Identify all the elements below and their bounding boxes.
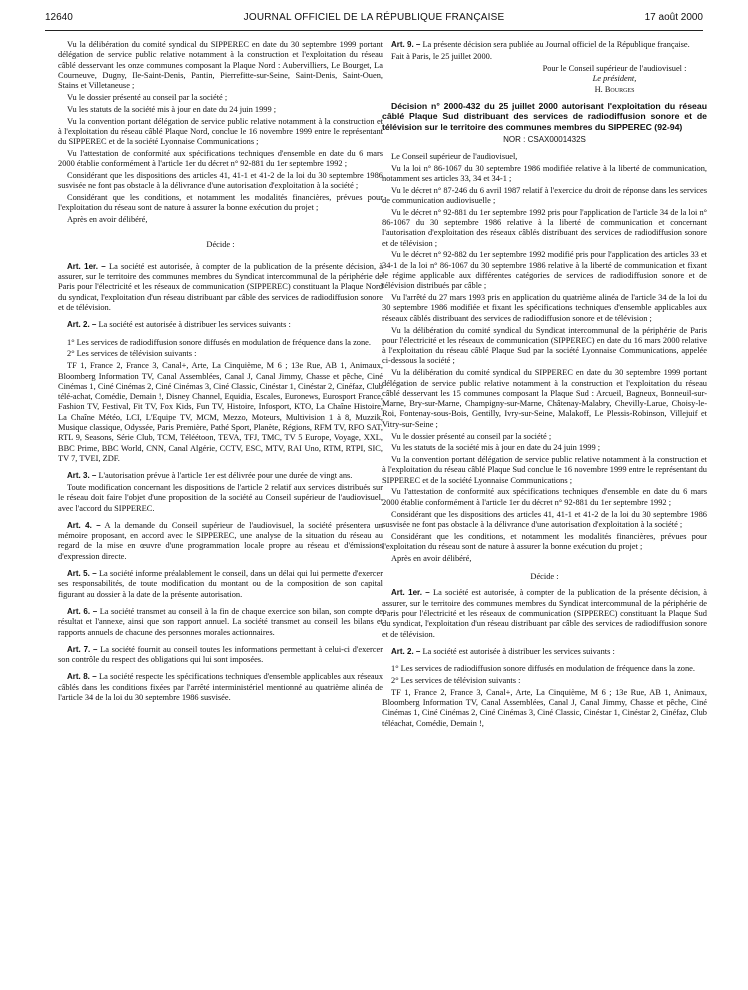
paragraph: Vu le décret n° 92-882 du 1er septembre 1992 modifié pris pour l'application des articles 33 et 34-1 de la loi n° 86-1067 du 30 septembre 1986 relative à la liberté de communication et fixant le régime applicable aux différentes catégories de services de radiodiffusion sonore et de télévision distribués par câble ; xyxy=(382,250,707,291)
article-1: Art. 1er. – La société est autorisée, à compter de la publication de la présente décision, à assurer, sur le territoire des communes membres du Syndicat intercommunal de la périphérie de Paris pour l'électricité et les réseaux de communication (SIPPEREC) constituant la Plaque Nord du syndicat, l'exploitation d'un réseau distribuant par câble des services de radiodiffusion sonore et de télévision. xyxy=(58,261,383,313)
paragraph: Vu la loi n° 86-1067 du 30 septembre 1986 modifiée relative à la liberté de communication, notamment ses articles 33, 34 et 34-1 ; xyxy=(382,163,707,183)
paragraph: Vu le dossier présenté au conseil par la société ; xyxy=(391,431,552,441)
page-number: 12640 xyxy=(45,12,73,23)
nor-reference: NOR : CSAX0001432S xyxy=(503,135,586,145)
decision-title: Décision n° 2000-432 du 25 juillet 2000 autorisant l'exploitation du réseau câblé Plaque Sud distribuant des services de radiodiffusion sonore et de télévision sur le territoire des communes membres du SIPPEREC (92-94) xyxy=(382,100,707,132)
signature-name: H. Bourges xyxy=(594,84,635,94)
paragraph: Vu les statuts de la société mis à jour en date du 24 juin 1999 ; xyxy=(391,443,601,453)
decide-heading: Décide : xyxy=(206,239,235,249)
article-label: Art. 9. – xyxy=(391,40,421,49)
article-label: Art. 4. – xyxy=(67,520,101,530)
right-column xyxy=(382,40,707,730)
signature-block xyxy=(382,64,707,95)
article-2: Art. 2. – La société est autorisée à distribuer les services suivants : xyxy=(67,320,291,330)
article-label: Art. 2. – xyxy=(67,320,97,330)
paragraph: Vu le décret n° 87-246 du 6 avril 1987 relatif à l'exercice du droit de réponse dans les services de communication audiovisuelle ; xyxy=(382,185,707,205)
paragraph: Vu la convention portant délégation de service public relative notamment à la construction et à l'exploitation du réseau câblé Plaque Nord, conclue le 16 novembre 1999 entre le représentant du SIPPEREC et de la société Lyonnaise Communications ; xyxy=(58,116,383,147)
paragraph: 2° Les services de télévision suivants : xyxy=(391,675,521,685)
article-3: Art. 3. – L'autorisation prévue à l'article 1er est délivrée pour une durée de vingt ans. xyxy=(67,471,353,481)
paragraph: Vu la délibération du comité syndical du Syndicat intercommunal de la périphérie de Paris pour l'électricité et les réseaux de communication (SIPPEREC) en date du 16 mars 2000 relative à l'exploitation du réseau câblé Plaque Sud par la société Lyonnaise Communications, appelée ci-dessous la société ; xyxy=(382,325,707,366)
paragraph: Après en avoir délibéré, xyxy=(391,553,472,563)
article-label: Art. 5. – xyxy=(67,569,97,579)
signature-line: Pour le Conseil supérieur de l'audiovisuel : xyxy=(542,64,687,74)
article-6: Art. 6. – La société transmet au conseil à la fin de chaque exercice son bilan, son compte de résultat et l'annexe, ainsi que son rapport annuel. La société transmet au conseil les bilans et rapports annuels de chacune des personnes morales actionnaires. xyxy=(58,606,384,637)
paragraph: 2° Les services de télévision suivants : xyxy=(67,349,197,359)
place-date: Fait à Paris, le 25 juillet 2000. xyxy=(391,51,492,61)
article-label: Art. 2. – xyxy=(391,646,421,656)
article-label: Art. 7. – xyxy=(67,644,98,654)
paragraph: 1° Les services de radiodiffusion sonore diffusés en modulation de fréquence dans la zone. xyxy=(67,337,371,347)
article-4: Art. 4. – A la demande du Conseil supérieur de l'audiovisuel, la société présentera un mémoire proposant, en accord avec le SIPPEREC, une analyse de la situation du réseau au regard de la mise en œuvre d'une programmation locale propre au réseau et d'émissions d'expression directe. xyxy=(58,520,383,561)
paragraph: Considérant que les dispositions des articles 41, 41-1 et 41-2 de la loi du 30 septembre 1986 susvisée ne font pas obstacle à la délivrance d'une autorisation d'exploitation à la société ; xyxy=(58,171,383,191)
paragraph: Vu la délibération du comité syndical du SIPPEREC en date du 30 septembre 1999 portant délégation de service public relative notamment à la construction et l'exploitation du réseau câblé desservant les onze communes composant la Plaque Nord : Aubervilliers, Le Bourget, La Courneuve, Dugny, Ile-Saint-Denis, Pantin, Pierrefitte-sur-Seine, Saint-Denis, Saint-Ouen, Stains et Villetaneuse ; xyxy=(58,40,383,91)
article-label: Art. 1er. – xyxy=(67,261,106,271)
article-7: Art. 7. – La société fournit au conseil toutes les informations permettant à celui-ci d'exercer son contrôle du respect des obligations qui lui sont imposées. xyxy=(58,644,384,665)
paragraph: Vu la convention portant délégation de service public relative notamment à la construction et à l'exploitation du réseau câblé Plaque Sud conclue le 16 novembre 1999 entre le représentant du SIPPEREC et de la société Lyonnaise Communications ; xyxy=(382,455,707,485)
service-list: TF 1, France 2, France 3, Canal+, Arte, La Cinquième, M 6 ; 13e Rue, AB 1, Animaux, Bloomberg Information TV, Canal Assemblées, Canal J, Canal Jimmy, Chasse et pêche, Ciné Cinémas 1, Ciné Cinémas 2, Ciné Cinémas 3, Ciné Classic, Cinéstar 1, Cinéstar 2, Cinéfaz, Club télé-achat, Comédie, Demain !, Disney Channel, Equidia, Escales, Euronews, Eurosport France, Fashion TV, Festival, Fit TV, Fox Kids, Fun TV, Histoire, Infosport, KTO, La Chaîne Histoire, La Chaîne Météo, LCI, L'Equipe TV, MCM, Mezzo, Moteurs, Multivision 1 à 8, Muzzik, Musique classique, Odyssée, Paris Première, Pathé Sport, Planète, Régions, RFM TV, RFO SAT, RTL 9, Seasons, Série Club, TCM, Téléétoon, TEVA, TFJ, TMC, TV 5 Europe, Voyage, XXL, BBC Prime, BBC World, CNN, Canal Algérie, CCTV, ESC, MTV, RAI Uno, RTM, RTPI, SIC, TV 7, TVEI, ZDF. xyxy=(58,361,383,463)
paragraph: Après en avoir délibéré, xyxy=(67,215,148,225)
issue-date: 17 août 2000 xyxy=(644,12,703,23)
paragraph: Considérant que les conditions, et notamment les modalités financières, prévues pour l'exploitation du réseau sont de nature à assurer la bonne exécution du projet ; xyxy=(382,531,707,551)
journal-title: JOURNAL OFFICIEL DE LA RÉPUBLIQUE FRANÇAISE xyxy=(243,12,505,23)
page-header xyxy=(45,8,703,28)
decide-heading: Décide : xyxy=(530,572,559,582)
article-label: Art. 3. – xyxy=(67,471,97,481)
paragraph: Vu l'attestation de conformité aux spécifications techniques d'ensemble en date du 6 mars 2000 établie conformément à l'article 1er du décret n° 92-881 du 1er septembre 1992 ; xyxy=(382,487,707,507)
paragraph: Vu les statuts de la société mis à jour en date du 24 juin 1999 ; xyxy=(67,104,277,114)
article-8: Art. 8. – La société respecte les spécifications techniques d'ensemble applicables aux réseaux câblés dans les conditions fixées par l'arrêté interministériel mentionné au quatrième alinéa de l'article 34 de la loi du 30 septembre 1986 susvisée. xyxy=(58,672,384,703)
article-5: Art. 5. – La société informe préalablement le conseil, dans un délai qui lui permette d'exercer ses responsabilités, de toute modification du montant ou de la composition de son capital figurant au dossier à la date de la présente autorisation. xyxy=(58,569,384,599)
article-1: Art. 1er. – La société est autorisée, à compter de la publication de la présente décision, à assurer, sur le territoire des communes membres du Syndicat intercommunal de la périphérie de Paris pour l'électricité et les réseaux de communication (SIPPEREC) constituant la Plaque Sud du syndicat, l'exploitation d'un réseau distribuant par câble des services de radiodiffusion sonore et de télévision. xyxy=(382,588,707,639)
paragraph: Vu l'attestation de conformité aux spécifications techniques d'ensemble en date du 6 mars 2000 établie conformément à l'article 1er du décret n° 92-881 du 1er septembre 1992 ; xyxy=(58,148,383,169)
left-column xyxy=(58,40,383,705)
article-label: Art. 8. – xyxy=(67,672,97,682)
signature-role: Le président, xyxy=(592,74,637,84)
paragraph: Vu le dossier présenté au conseil par la société ; xyxy=(67,92,228,102)
paragraph: 1° Les services de radiodiffusion sonore diffusés en modulation de fréquence dans la zone. xyxy=(391,664,695,674)
paragraph: Toute modification concernant les dispositions de l'article 2 relatif aux services distribués sur le réseau doit faire l'objet d'une proposition de la société au Conseil supérieur de l'audiovisuel, avec l'accord du SIPPEREC. xyxy=(58,482,383,513)
paragraph: Vu le décret n° 92-881 du 1er septembre 1992 pris pour l'application de l'article 34 de la loi n° 86-1067 du 30 septembre 1986 relative à la liberté de communication et concernant l'autorisation d'exploitation des réseaux câblés distribuant des services de radiodiffusion sonore et de télévision ; xyxy=(382,207,707,248)
article-label: Art. 6. – xyxy=(67,606,98,616)
paragraph: Considérant que les dispositions des articles 41, 41-1 et 41-2 de la loi du 30 septembre 1986 susvisée ne font pas obstacle à la délivrance d'une autorisation d'exploitation à la société ; xyxy=(382,509,707,529)
article-9: Art. 9. – La présente décision sera publiée au Journal officiel de la République française. xyxy=(391,40,690,49)
paragraph: Vu l'arrêté du 27 mars 1993 pris en application du quatrième alinéa de l'article 34 de la loi du 30 septembre 1986 modifiée et fixant les spécifications techniques d'ensemble applicables aux réseaux câblés distribuant des services de radiodiffusion sonore et de télévision ; xyxy=(382,293,707,323)
header-rule xyxy=(45,30,703,31)
paragraph: Le Conseil supérieur de l'audiovisuel, xyxy=(391,151,518,161)
paragraph: Considérant que les conditions, et notamment les modalités financières, prévues pour l'exploitation du réseau sont de nature à assurer la bonne exécution du projet ; xyxy=(58,193,383,213)
paragraph: Vu la délibération du comité syndical du SIPPEREC en date du 30 septembre 1999 portant délégation de service public relative notamment à la construction et l'exploitation du réseau câblé desservant les 15 communes composant la Plaque Sud : Arcueil, Bagneux, Bonneuil-sur-Marne, Bry-sur-Marne, Champigny-sur-Marne, Châtenay-Malabry, Chevilly-Larue, Choisy-le-Roi, Fontenay-sous-Bois, Gentilly, Ivry-sur-Seine, Malakoff, Le Plessis-Robinson, Villejuif et Vitry-sur-Seine ; xyxy=(382,368,707,429)
article-2: Art. 2. – La société est autorisée à distribuer les services suivants : xyxy=(391,646,615,656)
service-list: TF 1, France 2, France 3, Canal+, Arte, La Cinquième, M 6 ; 13e Rue, AB 1, Animaux, Bloomberg Information TV, Canal Assemblées, Canal J, Canal Jimmy, Chasse et pêche, Ciné Cinémas 1, Ciné Cinémas 2, Ciné Cinémas 3, Ciné Classic, Cinéstar 1, Cinéstar 2, Cinéfaz, Club téléachat, Comédie, Demain !, xyxy=(382,687,707,728)
article-label: Art. 1er. – xyxy=(391,588,430,598)
